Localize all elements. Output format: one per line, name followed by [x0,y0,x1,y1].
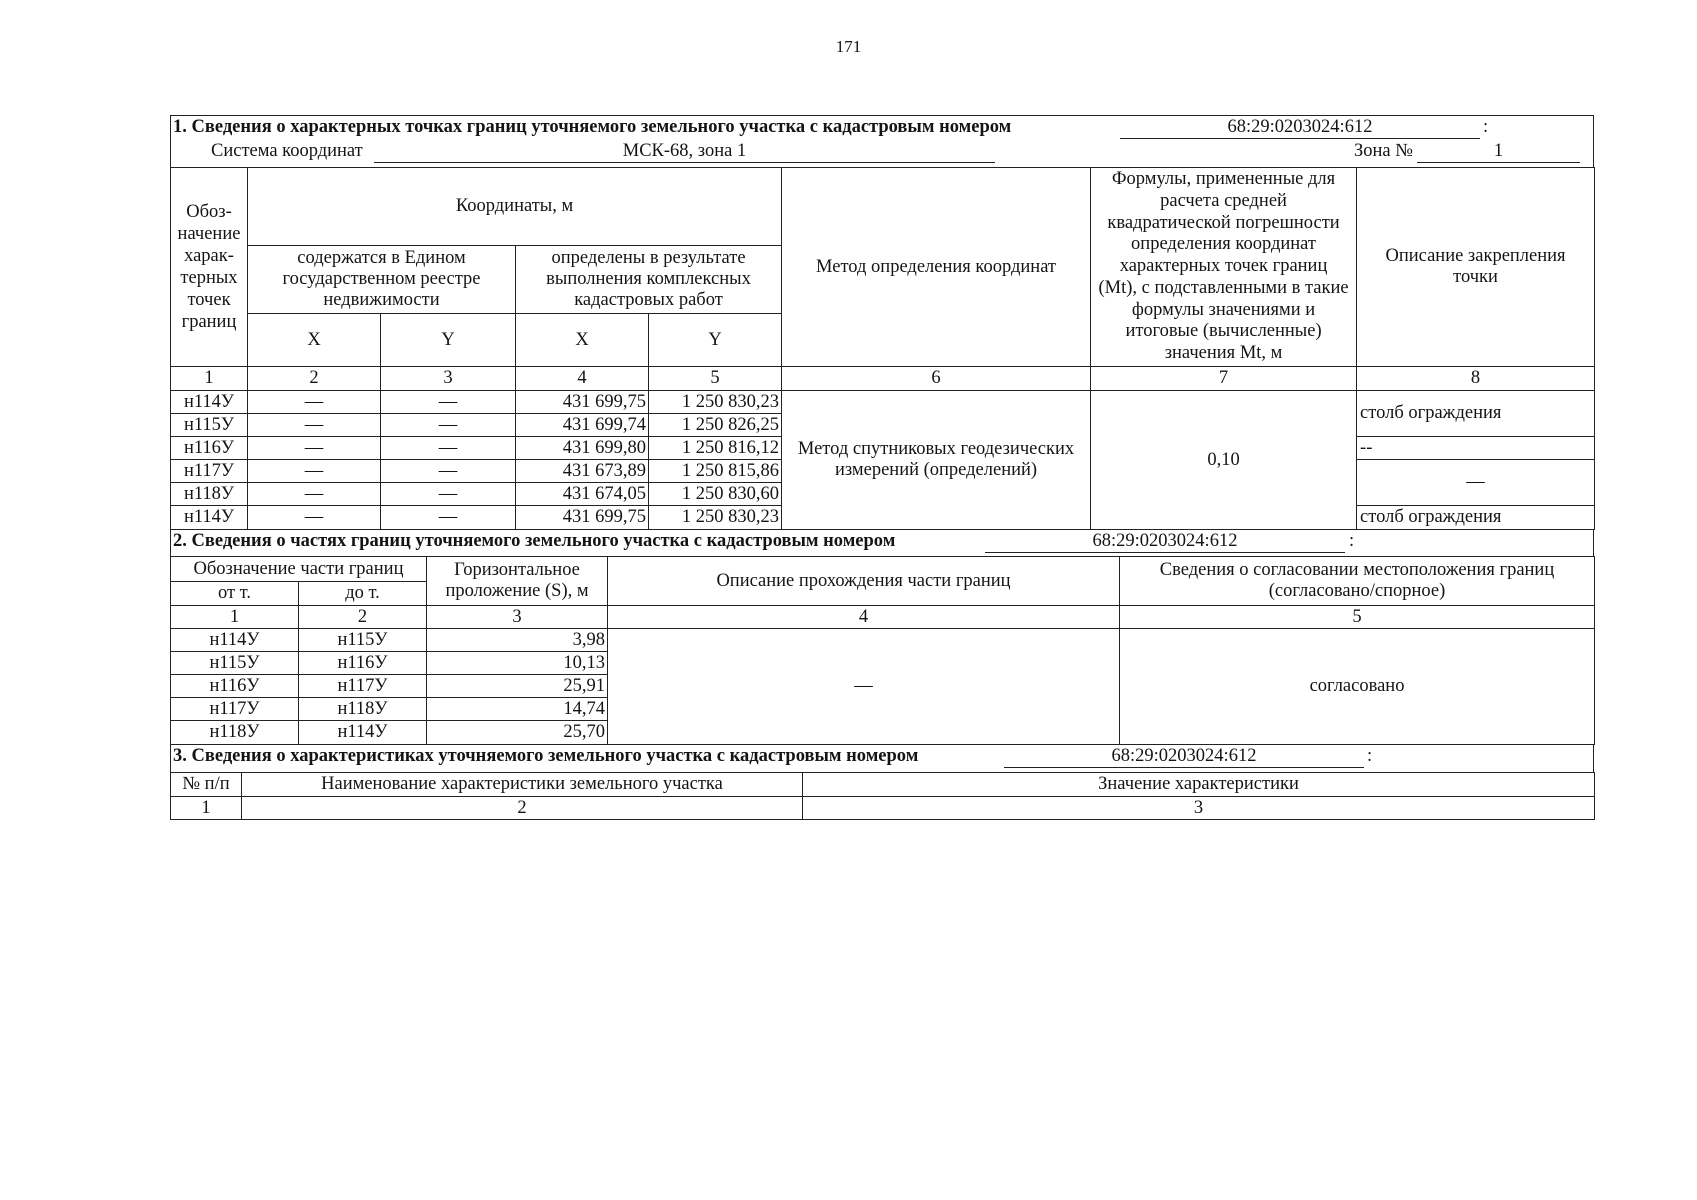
column-number-row [171,367,1595,391]
header-part-designation: Обозначение части границ [171,557,427,582]
header-x-works: X [516,314,649,367]
x-registry: — [248,460,381,483]
fixing-description: — [1357,460,1595,506]
characteristics-table [170,772,1595,820]
fixing-description: -- [1357,437,1595,460]
cadastral-number: 68:29:0203024:612 [1004,746,1364,768]
header-y-works: Y [649,314,782,367]
x-coordinate: 431 699,75 [516,391,649,414]
header-characteristic-value: Значение характеристики [803,773,1595,797]
column-number: 5 [1120,606,1595,629]
header-formulas: Формулы, примененные для расчета средней квадратической погрешности определения координат характерных точек границ (Mt), с подставленными в такие формулы значениями и итоговые (вычисленные) значения Mt, м [1091,168,1357,367]
header-x-registry: X [248,314,381,367]
y-coordinate: 1 250 830,23 [649,391,782,414]
point-id: н114У [171,391,248,414]
header-from-works: определены в результате выполнения комплексных кадастровых работ [516,246,782,314]
method-value: Метод спутниковых геодезических измерений (определений) [782,391,1091,530]
header-fixing-description: Описание закрепления точки [1357,168,1595,367]
x-coordinate: 431 699,80 [516,437,649,460]
header-horizontal-distance: Горизонтальное проложение (S), м [427,557,608,606]
section-3-header [170,745,1594,772]
column-number: 3 [803,797,1595,820]
passage-description: — [608,629,1120,745]
cadastral-number: 68:29:0203024:612 [1120,117,1480,139]
colon: : [1367,746,1373,766]
column-number: 5 [649,367,782,391]
to-point: н116У [299,652,427,675]
column-number: 6 [782,367,1091,391]
point-id: н116У [171,437,248,460]
x-coordinate: 431 674,05 [516,483,649,506]
point-id: н114У [171,506,248,530]
header-to-point: до т. [299,582,427,606]
header-method: Метод определения координат [782,168,1091,367]
point-id: н118У [171,483,248,506]
header-number: № п/п [171,773,242,797]
column-number: 4 [608,606,1120,629]
header-point-designation: Обоз- начение харак- терных точек границ [171,168,248,367]
header-y-registry: Y [381,314,516,367]
y-coordinate: 1 250 816,12 [649,437,782,460]
fixing-description: столб ограждения [1357,391,1595,437]
x-registry: — [248,437,381,460]
section-3-title: 3. Сведения о характеристиках уточняемого земельного участка с кадастровым номером [173,746,919,766]
column-number: 7 [1091,367,1357,391]
column-number: 2 [299,606,427,629]
horizontal-distance: 25,70 [427,721,608,745]
to-point: н115У [299,629,427,652]
column-number: 1 [171,367,248,391]
horizontal-distance: 25,91 [427,675,608,698]
colon: : [1349,531,1355,551]
x-coordinate: 431 699,74 [516,414,649,437]
cadastral-document [170,115,1594,820]
coordinate-system-label: Система координат [211,141,363,161]
table-header-row [171,773,1595,797]
y-coordinate: 1 250 830,23 [649,506,782,530]
from-point: н114У [171,629,299,652]
horizontal-distance: 3,98 [427,629,608,652]
header-agreement-info: Сведения о согласовании местоположения границ (согласовано/спорное) [1120,557,1595,606]
section-2-header [170,530,1594,556]
column-number: 1 [171,606,299,629]
from-point: н115У [171,652,299,675]
column-number: 8 [1357,367,1595,391]
x-registry: — [248,483,381,506]
x-registry: — [248,414,381,437]
x-coordinate: 431 673,89 [516,460,649,483]
horizontal-distance: 10,13 [427,652,608,675]
point-id: н115У [171,414,248,437]
to-point: н114У [299,721,427,745]
column-number: 2 [248,367,381,391]
y-registry: — [381,414,516,437]
zone-number: 1 [1417,141,1580,163]
from-point: н117У [171,698,299,721]
from-point: н116У [171,675,299,698]
section-1-title: 1. Сведения о характерных точках границ уточняемого земельного участка с кадастровым номером [173,117,1012,137]
column-number: 1 [171,797,242,820]
column-number: 2 [242,797,803,820]
x-coordinate: 431 699,75 [516,506,649,530]
boundary-parts-table [170,556,1595,745]
column-number: 3 [381,367,516,391]
to-point: н118У [299,698,427,721]
header-characteristic-name: Наименование характеристики земельного участка [242,773,803,797]
x-registry: — [248,506,381,530]
header-in-registry: содержатся в Едином государственном реестре недвижимости [248,246,516,314]
fixing-description: столб ограждения [1357,506,1595,530]
table-row [171,391,1595,414]
y-registry: — [381,483,516,506]
y-registry: — [381,437,516,460]
colon: : [1483,117,1489,137]
header-passage-description: Описание прохождения части границ [608,557,1120,606]
column-number-row [171,797,1595,820]
point-id: н117У [171,460,248,483]
x-registry: — [248,391,381,414]
table-row [171,629,1595,652]
y-registry: — [381,460,516,483]
table-header-row [171,557,1595,582]
y-coordinate: 1 250 815,86 [649,460,782,483]
y-coordinate: 1 250 826,25 [649,414,782,437]
to-point: н117У [299,675,427,698]
boundary-points-table [170,167,1595,530]
header-from-point: от т. [171,582,299,606]
agreement-status: согласовано [1120,629,1595,745]
section-2-title: 2. Сведения о частях границ уточняемого земельного участка с кадастровым номером [173,531,896,551]
cadastral-number: 68:29:0203024:612 [985,531,1345,553]
zone-label: Зона № [1354,141,1413,161]
column-number-row [171,606,1595,629]
y-registry: — [381,506,516,530]
from-point: н118У [171,721,299,745]
table-header-row [171,168,1595,246]
page-number: 171 [835,37,862,56]
horizontal-distance: 14,74 [427,698,608,721]
coordinate-system-value: МСК-68, зона 1 [374,141,995,163]
column-number: 4 [516,367,649,391]
y-registry: — [381,391,516,414]
y-coordinate: 1 250 830,60 [649,483,782,506]
header-coordinates: Координаты, м [248,168,782,246]
column-number: 3 [427,606,608,629]
accuracy-value: 0,10 [1091,391,1357,530]
section-1-header [170,115,1594,167]
